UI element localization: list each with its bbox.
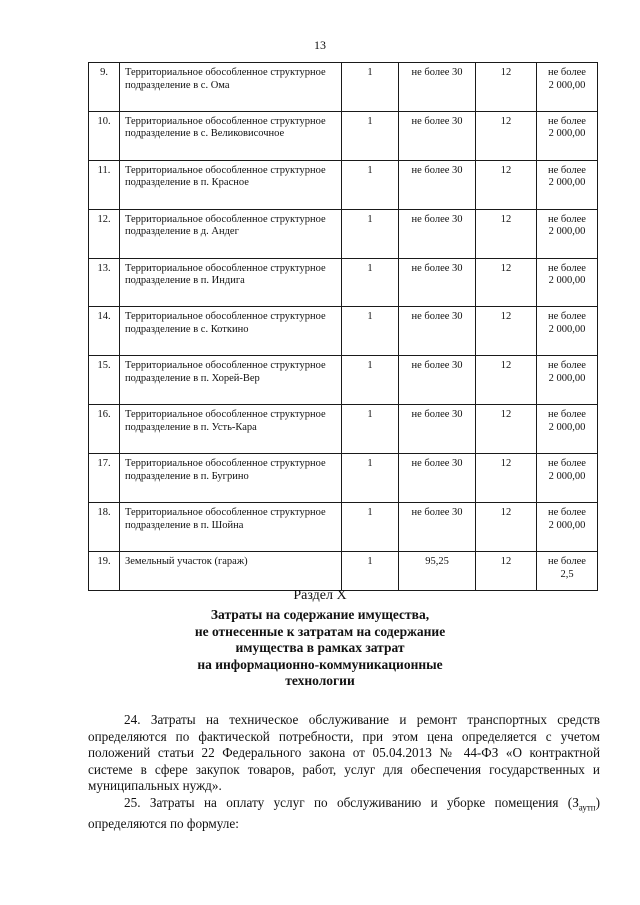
row-norm-cell: не более 30 [399,63,476,112]
table-body [89,63,598,591]
row-price-line: не более [548,67,586,78]
row-months-cell: 12 [476,503,537,552]
row-name-cell: Территориальное обособленное структурное подразделение в п. Усть-Кара [120,405,342,454]
row-price-cell [537,258,598,307]
formula-symbol: З [572,794,579,810]
row-price-line: 2 000,00 [548,519,586,531]
row-months-cell: 12 [476,209,537,258]
table-row [89,551,598,590]
row-name-cell: Территориальное обособленное структурное подразделение в п. Индига [120,258,342,307]
row-number-cell: 11. [89,160,120,209]
row-quantity-cell: 1 [342,405,399,454]
row-price-line: не более [548,262,586,274]
section-heading [0,588,640,690]
row-number-cell: 10. [89,111,120,160]
row-price-line: не более [548,164,586,176]
table-row [89,356,598,405]
subtitle-line: имущества в рамках затрат [235,640,405,655]
row-price-cell [537,405,598,454]
row-name-cell: Территориальное обособленное структурное подразделение в с. Коткино [120,307,342,356]
page-number: 13 [314,38,326,52]
row-number-cell: 12. [89,209,120,258]
table-row [89,111,598,160]
row-price-line: 2 000,00 [548,372,586,384]
row-name-cell: Территориальное обособленное структурное подразделение в п. Шойна [120,503,342,552]
row-price-line: не более [548,213,586,225]
row-quantity-cell: 1 [342,63,399,112]
row-norm-cell: не более 30 [399,160,476,209]
row-quantity-cell: 1 [342,307,399,356]
row-price-line: 2 000,00 [548,79,586,91]
section-subtitle [0,607,640,690]
row-price-line: 2,5 [560,568,574,580]
row-quantity-cell: 1 [342,209,399,258]
row-quantity-cell: 1 [342,356,399,405]
row-price-line: 2 000,00 [548,177,586,189]
row-number-cell: 14. [89,307,120,356]
subtitle-line: не отнесенные к затратам на содержание [194,623,446,639]
table-row [89,503,598,552]
section-title: Раздел X [293,588,347,603]
row-price-line: не более [548,507,586,519]
row-price-cell [537,454,598,503]
row-price-line: не более [548,115,586,127]
row-price-cell [537,503,598,552]
cost-table [88,62,598,591]
row-price-line: 2 000,00 [548,128,586,140]
row-number-cell: 18. [89,503,120,552]
row-norm-cell: не более 30 [399,356,476,405]
row-name-cell: Территориальное обособленное структурное подразделение в п. Хорей-Вер [120,356,342,405]
row-name-cell: Территориальное обособленное структурное подразделение в с. Великовисочное [120,111,342,160]
row-norm-cell: не более 30 [399,209,476,258]
row-number-cell: 16. [89,405,120,454]
row-price-line: 2 000,00 [548,421,586,433]
row-months-cell: 12 [476,454,537,503]
row-quantity-cell: 1 [342,454,399,503]
row-number-cell: 17. [89,454,120,503]
table-row [89,160,598,209]
row-price-cell [537,551,598,590]
row-name-cell: Территориальное обособленное структурное подразделение в с. Ома [120,63,342,112]
row-price-line: 2 000,00 [548,275,586,287]
row-months-cell: 12 [476,405,537,454]
row-quantity-cell: 1 [342,160,399,209]
row-months-cell: 12 [476,111,537,160]
row-name-cell: Земельный участок (гараж) [120,551,342,590]
row-price-cell [537,63,598,112]
row-months-cell: 12 [476,307,537,356]
table-row [89,405,598,454]
row-price-cell [537,111,598,160]
row-quantity-cell: 1 [342,258,399,307]
row-number-cell: 19. [89,551,120,590]
row-price-cell [537,356,598,405]
subtitle-line: технологии [285,673,355,688]
subtitle-line: Затраты на содержание имущества, [210,607,430,622]
row-name-cell: Территориальное обособленное структурное подразделение в д. Андег [120,209,342,258]
row-name-cell: Территориальное обособленное структурное подразделение в п. Красное [120,160,342,209]
row-price-cell [537,307,598,356]
row-quantity-cell: 1 [342,503,399,552]
paragraph-25 [88,795,600,833]
table-row [89,63,598,112]
row-norm-cell: не более 30 [399,405,476,454]
row-norm-cell: не более 30 [399,454,476,503]
row-months-cell: 12 [476,258,537,307]
body-text [88,712,600,833]
row-norm-cell: не более 30 [399,111,476,160]
formula-subscript: аутп [578,802,596,813]
row-price-line: 2 000,00 [548,226,586,238]
paragraph-25-end: ) определяются по формуле: [88,794,600,832]
row-quantity-cell: 1 [342,111,399,160]
subtitle-line: на информационно-коммуникационные [197,656,443,672]
row-norm-cell: 95,25 [399,551,476,590]
row-price-line: 2 000,00 [548,324,586,336]
row-months-cell: 12 [476,551,537,590]
row-price-line: 2 000,00 [548,470,586,482]
row-name-cell: Территориальное обособленное структурное подразделение в п. Бугрино [120,454,342,503]
row-number-cell: 15. [89,356,120,405]
row-months-cell: 12 [476,63,537,112]
row-number-cell: 9. [89,63,120,112]
row-norm-cell: не более 30 [399,307,476,356]
table-row [89,454,598,503]
table-row [89,209,598,258]
row-price-cell [537,160,598,209]
paragraph-24: 24. Затраты на техническое обслуживание и ремонт транспортных средств определяются по фактической потребности, при этом цена определяется с учетом положений статьи 22 Федерального закона от 05.04.2013 № 44-ФЗ «О контрактной системе в сфере закупок товаров, работ, услуг для обеспечения государственных и муниципальных нужд». [88,712,600,794]
row-price-line: не более [548,360,586,372]
table-row [89,307,598,356]
table-row [89,258,598,307]
row-price-line: не более [548,311,586,323]
row-months-cell: 12 [476,160,537,209]
paragraph-25-start: 25. Затраты на оплату услуг по обслуживанию и уборке помещения ( [124,794,573,810]
row-months-cell: 12 [476,356,537,405]
row-quantity-cell: 1 [342,551,399,590]
row-price-cell [537,209,598,258]
row-number-cell: 13. [89,258,120,307]
row-price-line: не более [548,555,586,567]
row-norm-cell: не более 30 [399,503,476,552]
row-price-line: не более [548,409,586,421]
row-price-line: не более [548,458,586,470]
row-norm-cell: не более 30 [399,258,476,307]
